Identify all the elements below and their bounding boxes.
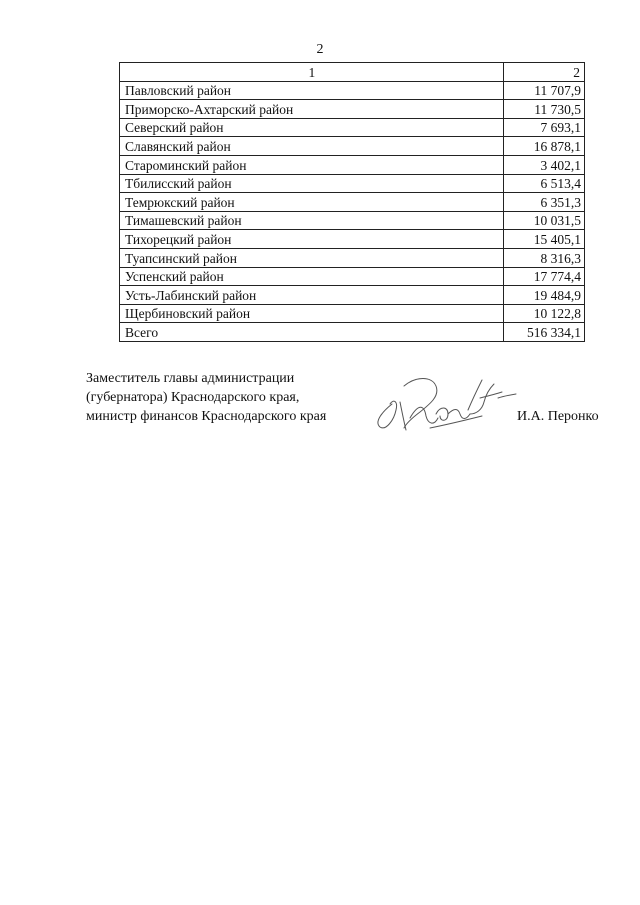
district-name: Славянский район xyxy=(120,137,504,156)
handwritten-signature xyxy=(370,374,520,436)
table-total-row xyxy=(120,323,585,342)
district-name: Павловский район xyxy=(120,81,504,100)
table-row xyxy=(120,118,585,137)
district-value: 10 031,5 xyxy=(503,211,584,230)
district-name: Тбилисский район xyxy=(120,174,504,193)
district-value: 15 405,1 xyxy=(503,230,584,249)
district-name: Тимашевский район xyxy=(120,211,504,230)
district-value: 6 513,4 xyxy=(503,174,584,193)
district-value: 11 730,5 xyxy=(503,100,584,119)
column-header-1: 1 xyxy=(120,63,504,82)
district-value: 6 351,3 xyxy=(503,193,584,212)
district-value: 10 122,8 xyxy=(503,304,584,323)
table-row xyxy=(120,155,585,174)
district-name: Тихорецкий район xyxy=(120,230,504,249)
district-name: Усть-Лабинский район xyxy=(120,286,504,305)
district-name: Приморско-Ахтарский район xyxy=(120,100,504,119)
data-table xyxy=(119,62,585,342)
district-value: 17 774,4 xyxy=(503,267,584,286)
table-row xyxy=(120,248,585,267)
table-header-row xyxy=(120,63,585,82)
table-row xyxy=(120,137,585,156)
position-line: (губернатора) Краснодарского края, xyxy=(86,390,300,405)
district-name: Староминский район xyxy=(120,155,504,174)
table-row xyxy=(120,193,585,212)
district-value: 7 693,1 xyxy=(503,118,584,137)
total-value: 516 334,1 xyxy=(503,323,584,342)
district-name: Успенский район xyxy=(120,267,504,286)
district-name: Темрюкский район xyxy=(120,193,504,212)
district-name: Щербиновский район xyxy=(120,304,504,323)
signer-name: И.А. Перонко xyxy=(517,409,599,424)
column-header-2: 2 xyxy=(503,63,584,82)
district-value: 8 316,3 xyxy=(503,248,584,267)
page-number: 2 xyxy=(316,42,324,57)
table-row xyxy=(120,267,585,286)
table-row xyxy=(120,174,585,193)
table-row xyxy=(120,100,585,119)
district-value: 11 707,9 xyxy=(503,81,584,100)
district-name: Северский район xyxy=(120,118,504,137)
total-label: Всего xyxy=(120,323,504,342)
table-row xyxy=(120,211,585,230)
district-value: 3 402,1 xyxy=(503,155,584,174)
district-name: Туапсинский район xyxy=(120,248,504,267)
table-row xyxy=(120,286,585,305)
table-row xyxy=(120,230,585,249)
signatory-position xyxy=(86,369,326,426)
table-row xyxy=(120,81,585,100)
position-line: Заместитель главы администрации xyxy=(86,371,295,386)
district-value: 19 484,9 xyxy=(503,286,584,305)
position-line: министр финансов Краснодарского края xyxy=(86,409,327,424)
table-row xyxy=(120,304,585,323)
district-value: 16 878,1 xyxy=(503,137,584,156)
